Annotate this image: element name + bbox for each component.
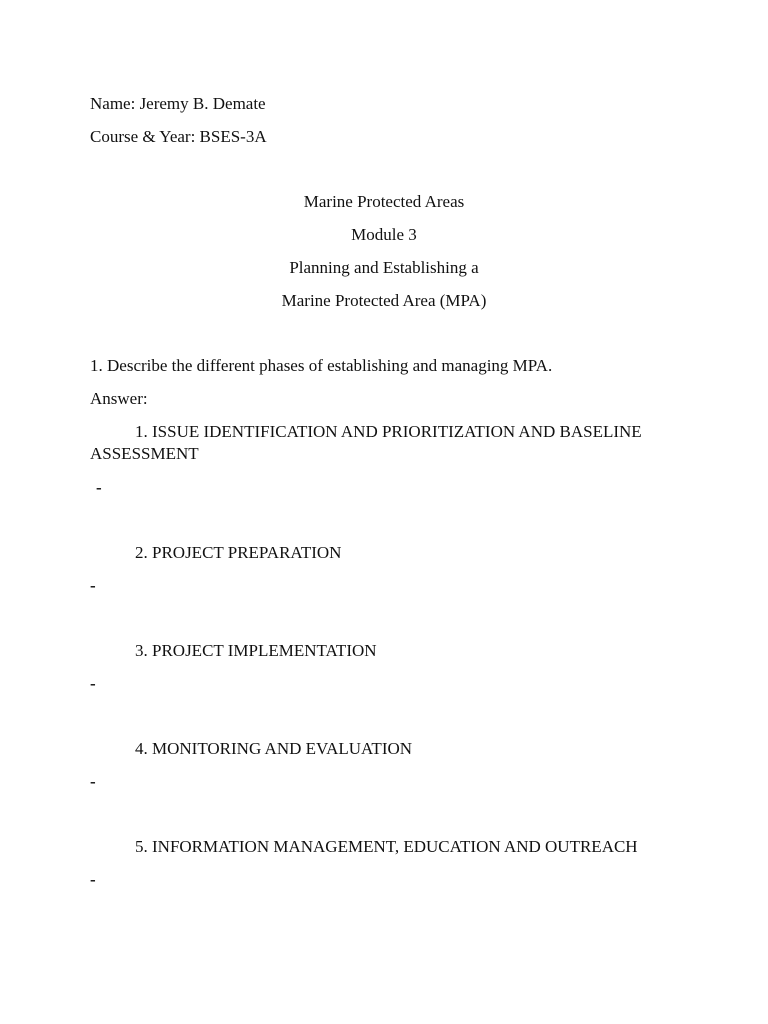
phase-4-bullet: - (90, 772, 96, 791)
module-title-line2: Marine Protected Area (MPA) (281, 291, 487, 310)
answer-label: Answer: (90, 389, 148, 408)
module-title-line1: Planning and Establishing a (289, 258, 479, 277)
phase-2-heading: 2. PROJECT PREPARATION (135, 543, 342, 562)
phase-2-bullet: - (90, 576, 96, 595)
phase-4-heading: 4. MONITORING AND EVALUATION (135, 739, 413, 758)
phase-3-bullet: - (90, 674, 96, 693)
phase-1-heading-continuation: ASSESSMENT (90, 444, 199, 463)
phase-1-heading: 1. ISSUE IDENTIFICATION AND PRIORITIZATION AND BASELINE (135, 422, 642, 441)
course-year: Course & Year: BSES-3A (90, 127, 267, 146)
phase-1-bullet: - (96, 478, 102, 497)
phase-5-bullet: - (90, 870, 96, 889)
document-title: Marine Protected Areas (303, 192, 465, 211)
question-prompt: 1. Describe the different phases of establishing and managing MPA. (90, 356, 553, 375)
phase-5-heading: 5. INFORMATION MANAGEMENT, EDUCATION AND OUTREACH (135, 837, 638, 856)
student-name: Name: Jeremy B. Demate (90, 94, 266, 113)
phase-3-heading: 3. PROJECT IMPLEMENTATION (135, 641, 377, 660)
module-number: Module 3 (351, 225, 417, 244)
